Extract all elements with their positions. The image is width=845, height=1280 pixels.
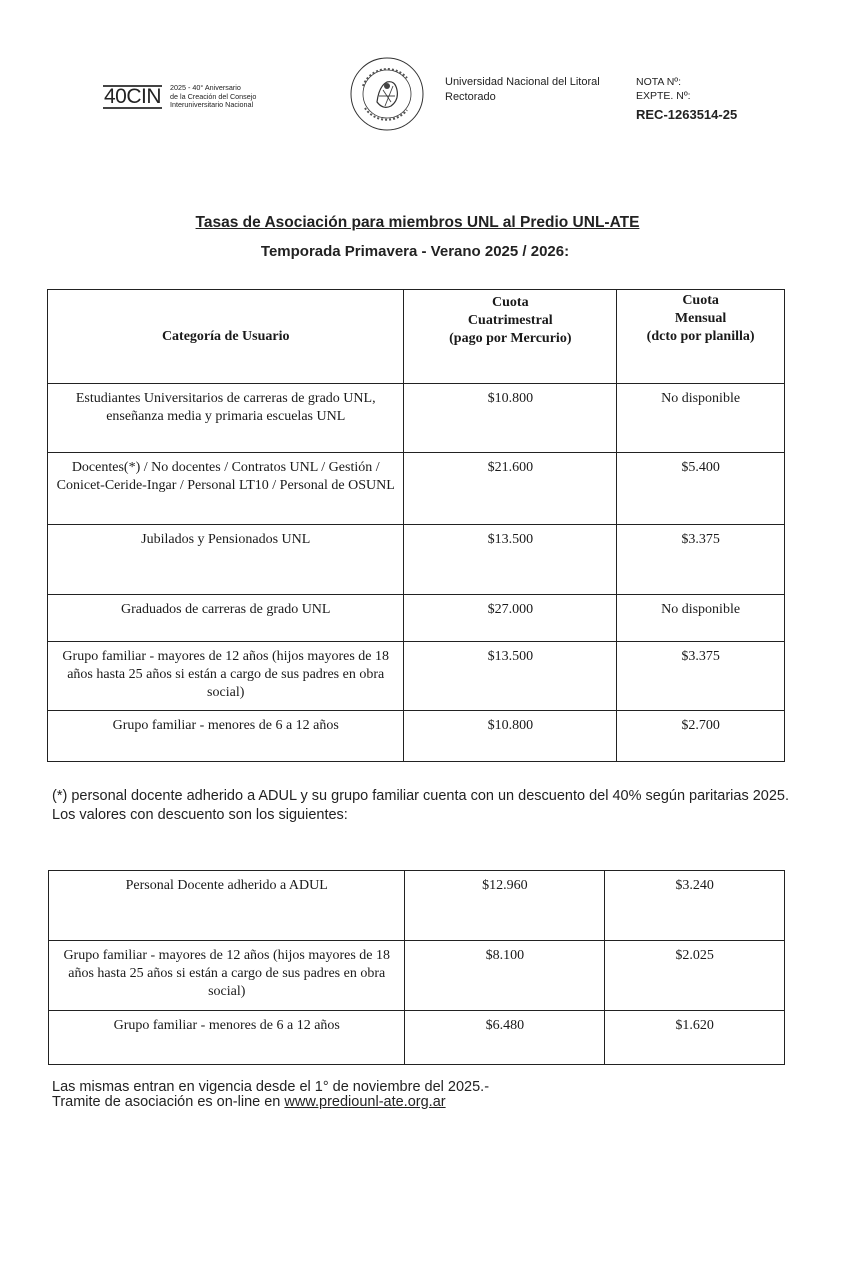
header-mensual-line-1: Cuota — [682, 293, 719, 308]
row-cuatrimestral: $12.960 — [405, 871, 605, 941]
header-mensual-line-3: (dcto por planilla) — [646, 329, 755, 344]
table-row — [49, 1011, 785, 1065]
university-office: Rectorado — [445, 91, 496, 103]
header-cuatrimestral-line-3: (pago por Mercurio) — [449, 331, 572, 346]
row-cuatrimestral: $6.480 — [405, 1011, 605, 1065]
table-row — [48, 384, 785, 453]
document-subtitle: Temporada Primavera - Verano 2025 / 2026: — [260, 243, 570, 260]
row-category: Graduados de carreras de grado UNL — [48, 595, 404, 642]
row-cuatrimestral: $8.100 — [405, 941, 605, 1011]
footer-line-2-prefix: Tramite de asociación es on-line en — [52, 1094, 285, 1110]
university-block — [445, 75, 600, 105]
row-category: Grupo familiar - menores de 6 a 12 años — [48, 711, 404, 762]
document-title: Tasas de Asociación para miembros UNL al Predio UNL-ATE — [195, 214, 640, 231]
discount-rates-table — [48, 870, 785, 1065]
header-mensual — [617, 290, 785, 384]
row-cuatrimestral: $27.000 — [404, 595, 617, 642]
cin-logo-line-3: Interuniversitario Nacional — [170, 100, 254, 110]
table-row — [48, 525, 785, 595]
footer-note — [52, 1080, 489, 1110]
row-mensual: $2.025 — [605, 941, 785, 1011]
cin-logo-line-2: de la Creación del Consejo — [170, 91, 257, 101]
cin-logo-mark: 40CIN — [104, 84, 162, 108]
row-cuatrimestral: $21.600 — [404, 453, 617, 525]
footer-line-2 — [52, 1095, 489, 1110]
header-cuatrimestral-line-2: Cuatrimestral — [467, 313, 553, 328]
cin-logo-line-1: 2025 - 40° Aniversario — [170, 83, 241, 92]
row-category: Grupo familiar - menores de 6 a 12 años — [49, 1011, 405, 1065]
discount-note-line-2: Los valores con descuento son los siguientes: — [52, 807, 348, 823]
rates-table — [47, 289, 785, 762]
table-row — [48, 453, 785, 525]
row-cuatrimestral: $13.500 — [404, 642, 617, 711]
table-row — [48, 642, 785, 711]
row-category: Grupo familiar - mayores de 12 años (hijos mayores de 18 años hasta 25 años si están a cargo de sus padres en obra social) — [49, 941, 405, 1011]
row-category: Jubilados y Pensionados UNL — [48, 525, 404, 595]
row-mensual: $2.700 — [617, 711, 785, 762]
header-category: Categoría de Usuario — [48, 290, 404, 384]
table-row — [48, 711, 785, 762]
nota-label: NOTA Nº: — [636, 76, 682, 88]
row-mensual: No disponible — [617, 595, 785, 642]
row-category: Docentes(*) / No docentes / Contratos UNL / Gestión / Conicet-Ceride-Ingar / Personal LT10 / Personal de OSUNL — [48, 453, 404, 525]
discount-note — [52, 787, 792, 825]
rates-table-header-row — [48, 290, 785, 384]
table-row — [49, 871, 785, 941]
footer-line-1: Las mismas entran en vigencia desde el 1° de noviembre del 2025.- — [52, 1079, 490, 1095]
header-mensual-line-2: Mensual — [674, 311, 727, 326]
reference-labels — [636, 75, 691, 103]
row-cuatrimestral: $13.500 — [404, 525, 617, 595]
row-category: Grupo familiar - mayores de 12 años (hijos mayores de 18 años hasta 25 años si están a cargo de sus padres en obra social) — [48, 642, 404, 711]
row-mensual: $3.375 — [617, 525, 785, 595]
row-category: Personal Docente adherido a ADUL — [49, 871, 405, 941]
row-mensual: $3.240 — [605, 871, 785, 941]
cin-anniversary-logo — [103, 84, 256, 110]
header-cuatrimestral-line-1: Cuota — [492, 295, 529, 310]
row-cuatrimestral: $10.800 — [404, 384, 617, 453]
row-category: Estudiantes Universitarios de carreras de grado UNL, enseñanza media y primaria escuelas UNL — [48, 384, 404, 453]
header-cuatrimestral — [404, 290, 617, 384]
row-mensual: $1.620 — [605, 1011, 785, 1065]
university-seal-icon — [349, 56, 425, 132]
row-mensual: No disponible — [617, 384, 785, 453]
expte-label: EXPTE. Nº: — [636, 90, 691, 102]
rec-number: REC-1263514-25 — [636, 107, 738, 122]
table-row — [49, 941, 785, 1011]
table-row — [48, 595, 785, 642]
discount-note-line-1: (*) personal docente adherido a ADUL y su grupo familiar cuenta con un descuento del 40% según paritarias 2025. — [52, 788, 790, 804]
row-mensual: $5.400 — [617, 453, 785, 525]
cin-logo-text — [170, 84, 256, 110]
website-link[interactable]: www.prediounl-ate.org.ar — [284, 1094, 446, 1110]
university-name: Universidad Nacional del Litoral — [445, 76, 600, 88]
row-cuatrimestral: $10.800 — [404, 711, 617, 762]
row-mensual: $3.375 — [617, 642, 785, 711]
